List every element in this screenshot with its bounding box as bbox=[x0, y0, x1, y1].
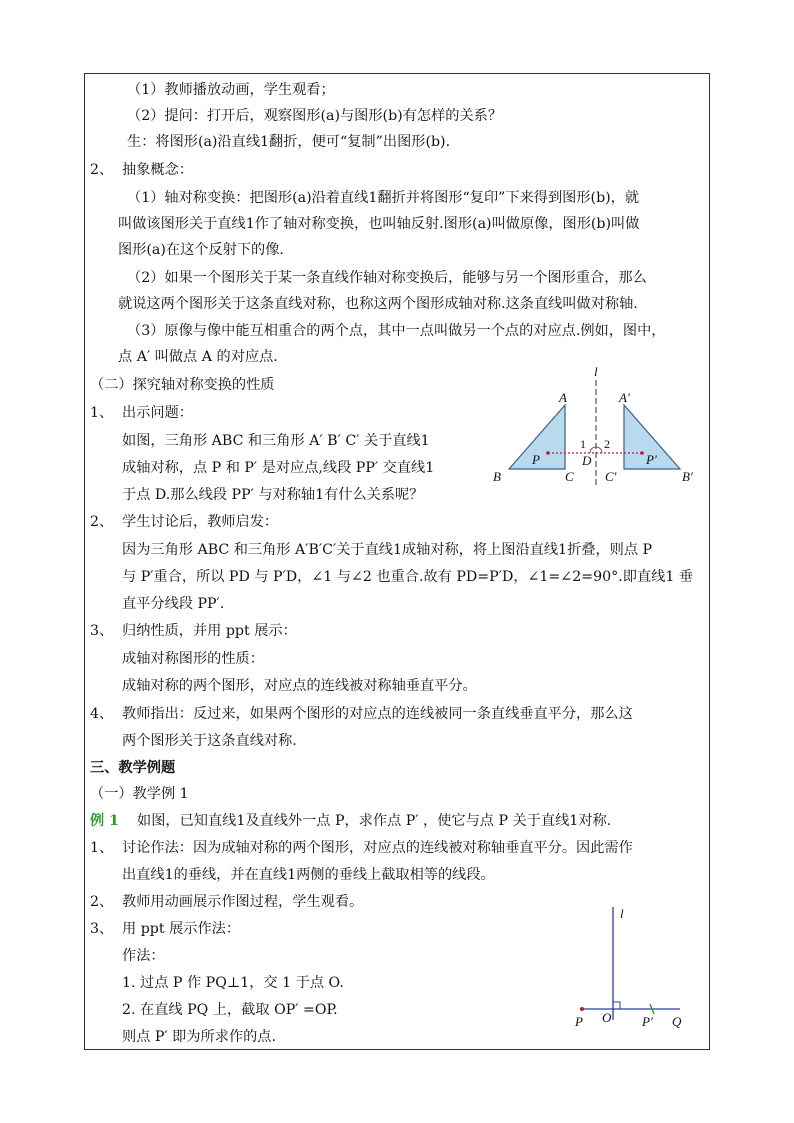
text-line: 出示问题： bbox=[122, 405, 193, 421]
label-p: P bbox=[532, 452, 540, 467]
section-heading: 三、教学例题 bbox=[90, 760, 176, 776]
list-number: 3、 bbox=[90, 623, 114, 639]
text-line: 图形(a)在这个反射下的像. bbox=[118, 242, 284, 258]
text-line: 教师用动画展示作图过程，学生观看。 bbox=[122, 894, 364, 910]
label-l: l bbox=[620, 906, 624, 921]
text-line: 2. 在直线 PQ 上，截取 OP′ =OP. bbox=[122, 1002, 338, 1018]
subsection-heading: （一）教学例 1 bbox=[90, 786, 189, 802]
label-c2: C′ bbox=[605, 469, 617, 484]
text-line: 因为三角形 ABC 和三角形 A′B′C′关于直线1成轴对称，将上图沿直线1折叠，则点 P bbox=[122, 542, 653, 558]
text-line: 抽象概念： bbox=[122, 162, 193, 178]
label-a: A bbox=[559, 390, 567, 405]
text-line: 教师指出：反过来，如果两个图形的对应点的连线被同一条直线垂直平分，那么这 bbox=[122, 706, 633, 722]
list-number: 2、 bbox=[90, 894, 114, 910]
text-line: 与 P′重合，所以 PD 与 P′D，∠1 与∠2 也重合.故有 PD=P′D，∠1=∠2=90°.即直线1 垂 bbox=[122, 569, 694, 585]
list-number: 1、 bbox=[90, 405, 114, 421]
text-line: 归纳性质，并用 ppt 展示： bbox=[122, 623, 297, 639]
text-line: 如图，已知直线1及直线外一点 P，求作点 P′ ，使它与点 P 关于直线1对称. bbox=[137, 813, 612, 829]
text-line: 成轴对称的两个图形，对应点的连线被对称轴垂直平分。 bbox=[122, 678, 477, 694]
text-line: 出直线1的垂线，并在直线1两侧的垂线上截取相等的线段。 bbox=[122, 867, 495, 883]
label-o: O bbox=[602, 1010, 612, 1025]
list-number: 2、 bbox=[90, 162, 114, 178]
point-p bbox=[580, 1007, 584, 1011]
text-line: 生：将图形(a)沿直线1翻折，便可“复制”出图形(b). bbox=[127, 134, 451, 150]
label-angle2: 2 bbox=[604, 437, 610, 451]
text-line: 直平分线段 PP′. bbox=[122, 596, 225, 612]
text-line: 讨论作法：因为成轴对称的两个图形，对应点的连线被对称轴垂直平分。因此需作 bbox=[122, 840, 633, 856]
label-q: Q bbox=[672, 1014, 682, 1029]
label-d: D bbox=[582, 453, 592, 468]
text-line: 叫做该图形关于直线1作了轴对称变换，也叫轴反射.图形(a)叫做原像，图形(b)叫做 bbox=[118, 216, 640, 232]
text-line: 1. 过点 P 作 PQ⊥1，交 1 于点 O. bbox=[122, 975, 344, 991]
perpendicular-figure bbox=[570, 900, 695, 1035]
text-line: （1）教师播放动画，学生观看； bbox=[127, 82, 335, 98]
example-label: 例 1 bbox=[90, 813, 119, 829]
label-b2: B′ bbox=[682, 469, 693, 484]
list-number: 2、 bbox=[90, 514, 114, 530]
text-line: （3）原像与像中能互相重合的两个点，其中一点叫做另一个点的对应点.例如，图中， bbox=[127, 323, 666, 339]
label-p2: P′ bbox=[642, 1014, 653, 1029]
text-line: 于点 D.那么线段 PP′ 与对称轴1有什么关系呢？ bbox=[122, 487, 424, 503]
text-line: （2）提问：打开后，观察图形(a)与图形(b)有怎样的关系？ bbox=[127, 108, 503, 124]
list-number: 1、 bbox=[90, 840, 114, 856]
section-heading: （二）探究轴对称变换的性质 bbox=[90, 377, 275, 393]
label-l: l bbox=[594, 364, 598, 379]
label-angle1: 1 bbox=[580, 437, 586, 451]
label-b: B bbox=[493, 469, 501, 484]
triangle-symmetry-figure bbox=[490, 365, 700, 490]
point-p2 bbox=[640, 451, 644, 455]
list-number: 4、 bbox=[90, 706, 114, 722]
text-line: 则点 P′ 即为所求作的点. bbox=[122, 1029, 276, 1045]
list-number: 3、 bbox=[90, 921, 114, 937]
text-line: （2）如果一个图形关于某一条直线作轴对称变换后，能够与另一个图形重合，那么 bbox=[127, 270, 647, 286]
text-line: 作法： bbox=[122, 948, 165, 964]
text-line: 就说这两个图形关于这条直线对称，也称这两个图形成轴对称.这条直线叫做对称轴. bbox=[118, 296, 638, 312]
text-line: 点 A′ 叫做点 A 的对应点. bbox=[118, 349, 278, 365]
text-line: 两个图形关于这条直线对称. bbox=[122, 733, 297, 749]
text-line: 成轴对称，点 P 和 P′ 是对应点,线段 PP′ 交直线1 bbox=[122, 460, 435, 476]
label-c: C bbox=[565, 469, 574, 484]
text-line: 用 ppt 展示作法： bbox=[122, 921, 241, 937]
label-a2: A′ bbox=[619, 390, 630, 405]
text-line: （1）轴对称变换：把图形(a)沿着直线1翻折并将图形“复印”下来得到图形(b)，就 bbox=[127, 190, 640, 206]
point-p bbox=[546, 451, 550, 455]
label-p: P bbox=[575, 1014, 583, 1029]
text-line: 如图，三角形 ABC 和三角形 A′ B′ C′ 关于直线1 bbox=[122, 433, 430, 449]
right-angle-mark bbox=[613, 1002, 620, 1009]
text-line: 学生讨论后，教师启发： bbox=[122, 514, 279, 530]
text-line: 成轴对称图形的性质： bbox=[122, 651, 264, 667]
label-p2: P′ bbox=[646, 452, 657, 467]
